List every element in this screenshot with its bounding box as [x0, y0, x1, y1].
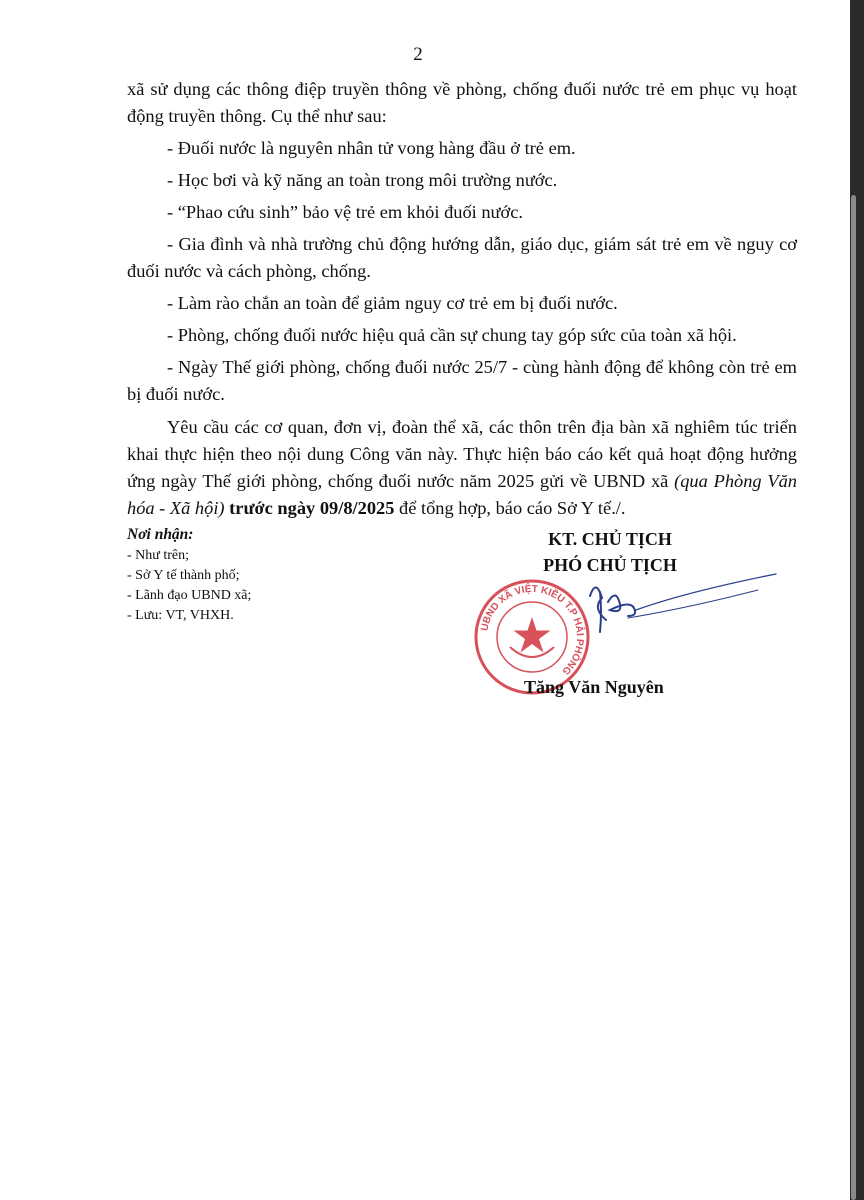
signer-name: Tăng Văn Nguyên: [524, 677, 664, 697]
page-number: 2: [413, 44, 423, 65]
handwritten-signature: [576, 566, 786, 646]
message-item: - “Phao cứu sinh” bảo vệ trẻ em khỏi đuối nước.: [167, 202, 524, 222]
request-deadline: trước ngày 09/8/2025: [224, 498, 395, 518]
message-item: - Phòng, chống đuối nước hiệu quả cần sự chung tay góp sức của toàn xã hội.: [167, 325, 737, 345]
svg-text:UBND XÃ VIỆT KIỀU T.P HẢI PHÒN: UBND XÃ VIỆT KIỀU T.P HẢI PHÒNG: [479, 583, 586, 677]
recipient-item: - Như trên;: [127, 548, 190, 563]
request-department: (qua Phòng Văn hóa - Xã hội): [127, 471, 797, 518]
signer-title-line2: PHÓ CHỦ TỊCH: [543, 555, 677, 575]
message-item: - Làm rào chắn an toàn để giảm nguy cơ trẻ em bị đuối nước.: [167, 293, 618, 313]
recipients-block: [127, 525, 251, 626]
recipient-item: - Lãnh đạo UBND xã;: [127, 588, 252, 603]
request-text: Yêu cầu các cơ quan, đơn vị, đoàn thể xã, các thôn trên địa bàn xã nghiêm túc triển khai thực hiện theo nội dung Công văn này. Thực hiện báo cáo kết quả hoạt động hưởng ứng ngày Thế giới phòng, chống đuối nước năm 2025 gửi về UBND xã: [127, 417, 797, 491]
message-item: - Ngày Thế giới phòng, chống đuối nước 25/7 - cùng hành động để không còn trẻ em bị đuối nước.: [127, 357, 797, 404]
signer-title-line1: KT. CHỦ TỊCH: [548, 529, 672, 549]
message-item: - Gia đình và nhà trường chủ động hướng dẫn, giáo dục, giám sát trẻ em về nguy cơ đuối nước và cách phòng, chống.: [127, 234, 797, 281]
intro-paragraph: xã sử dụng các thông điệp truyền thông về phòng, chống đuối nước trẻ em phục vụ hoạt động truyền thông. Cụ thể như sau:: [127, 79, 797, 126]
message-item: - Học bơi và kỹ năng an toàn trong môi trường nước.: [167, 170, 558, 190]
recipient-item: - Lưu: VT, VHXH.: [127, 608, 234, 623]
request-closing: để tổng hợp, báo cáo Sở Y tế./.: [394, 498, 626, 518]
recipient-item: - Sở Y tế thành phố;: [127, 568, 240, 583]
recipients-title: Nơi nhận:: [127, 526, 194, 543]
message-item: - Đuối nước là nguyên nhân tử vong hàng đầu ở trẻ em.: [167, 138, 576, 158]
request-paragraph: [127, 414, 797, 522]
document-body: [127, 76, 797, 522]
scrollbar[interactable]: [851, 195, 856, 1200]
